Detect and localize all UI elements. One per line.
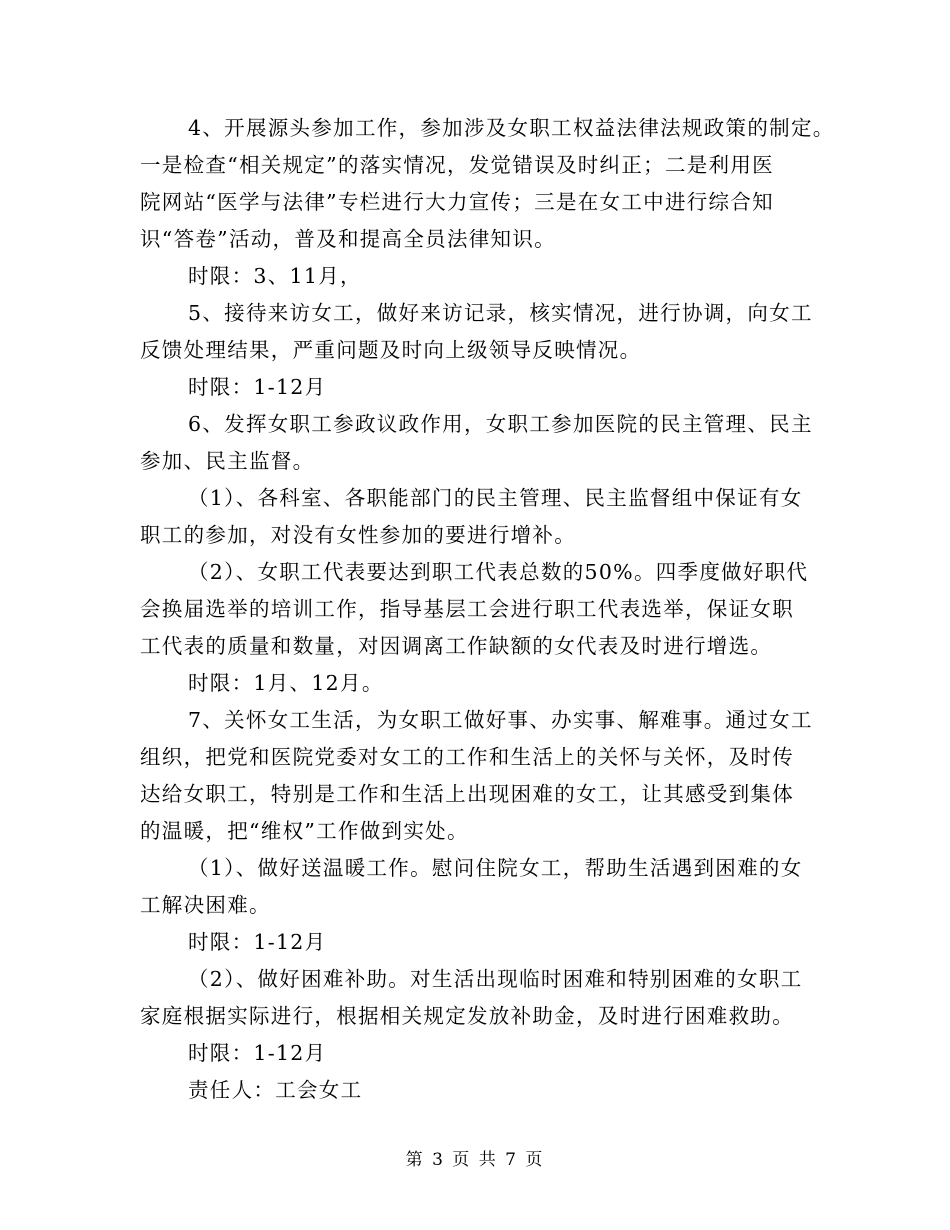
text-line: 反馈处理结果，严重问题及时向上级领导反映情况。 bbox=[140, 338, 642, 362]
text-line: 识“答卷”活动，普及和提高全员法律知识。 bbox=[140, 227, 556, 251]
text-line: （2）、女职工代表要达到职工代表总数的50%。四季度做好职代 bbox=[188, 560, 809, 584]
page-number-footer: 第 3 页 共 7 页 bbox=[405, 1150, 545, 1170]
text-line: 时限：1-12月 bbox=[188, 930, 327, 954]
text-line: 会换届选举的培训工作，指导基层工会进行职工代表选举，保证女职 bbox=[140, 597, 794, 621]
text-line: 一是检查“相关规定”的落实情况，发觉错误及时纠正；二是利用医 bbox=[140, 153, 774, 177]
text-line: 责任人：工会女工 bbox=[188, 1078, 363, 1102]
text-line: （1）、各科室、各职能部门的民主管理、民主监督组中保证有女 bbox=[188, 486, 803, 510]
text-line: 参加、民主监督。 bbox=[140, 449, 315, 473]
text-line: 6、发挥女职工参政议政作用，女职工参加医院的民主管理、民主 bbox=[188, 412, 813, 436]
text-line: 时限：1月、12月。 bbox=[188, 671, 384, 695]
text-line: 的温暖，把“维权”工作做到实处。 bbox=[140, 819, 469, 843]
text-line: 组织，把党和医院党委对女工的工作和生活上的关怀与关怀，及时传 bbox=[140, 745, 794, 769]
text-line: 工代表的质量和数量，对因调离工作缺额的女代表及时进行增选。 bbox=[140, 634, 773, 658]
text-line: 工解决困难。 bbox=[140, 893, 271, 917]
text-line: 达给女职工，特别是工作和生活上出现困难的女工，让其感受到集体 bbox=[140, 782, 794, 806]
text-line: 家庭根据实际进行，根据相关规定发放补助金，及时进行困难救助。 bbox=[140, 1004, 794, 1028]
text-line: 时限：1-12月 bbox=[188, 375, 327, 399]
text-line: 7、关怀女工生活，为女职工做好事、办实事、解难事。通过女工 bbox=[188, 708, 813, 732]
text-line: 时限：3、11月， bbox=[188, 264, 362, 288]
text-line: （1）、做好送温暖工作。慰问住院女工，帮助生活遇到困难的女 bbox=[188, 856, 803, 880]
text-line: 时限：1-12月 bbox=[188, 1041, 327, 1065]
text-line: 职工的参加，对没有女性参加的要进行增补。 bbox=[140, 523, 576, 547]
text-line: 5、接待来访女工，做好来访记录，核实情况，进行协调，向女工 bbox=[188, 301, 813, 325]
text-line: 院网站“医学与法律”专栏进行大力宣传；三是在女工中进行综合知 bbox=[140, 190, 774, 214]
text-line: （2）、做好困难补助。对生活出现临时困难和特别困难的女职工 bbox=[188, 967, 803, 991]
text-line: 4、开展源头参加工作，参加涉及女职工权益法律法规政策的制定。 bbox=[188, 116, 835, 140]
